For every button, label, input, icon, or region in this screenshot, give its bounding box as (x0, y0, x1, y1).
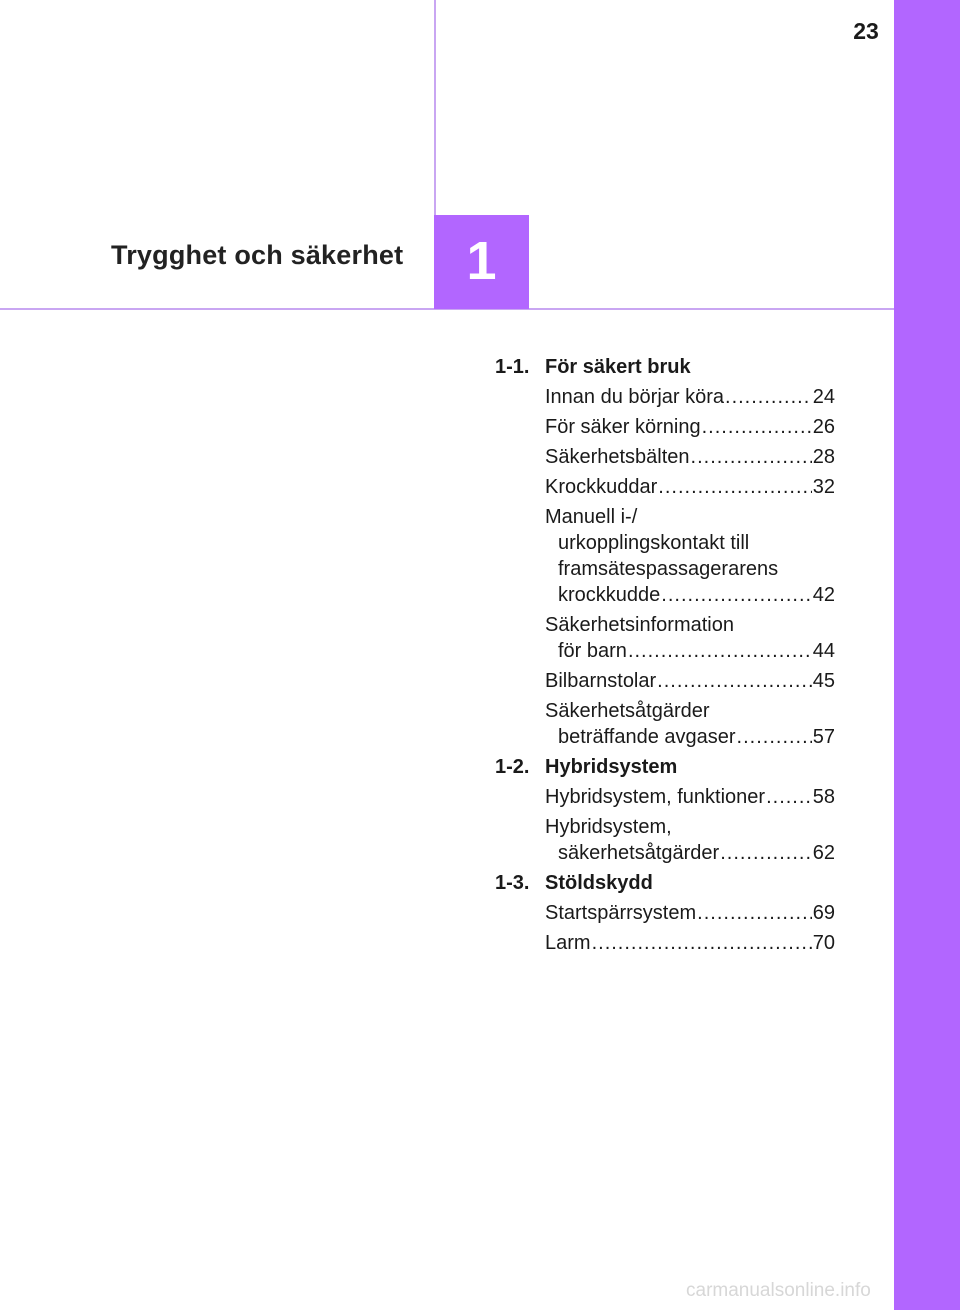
side-tab (894, 0, 960, 1310)
dot-leader (697, 900, 812, 926)
dot-leader (737, 724, 812, 750)
entry-page-number: 32 (812, 476, 835, 498)
entry-page-number: 26 (812, 416, 835, 438)
toc-section (495, 870, 835, 956)
entry-page-number: 24 (812, 386, 835, 408)
chapter-title: Trygghet och säkerhet (111, 240, 404, 270)
entry-row (545, 638, 835, 664)
entry-page-number: 42 (812, 584, 835, 606)
entry-row (545, 384, 835, 410)
dot-leader (766, 784, 812, 810)
watermark: carmanualsonline.info (686, 1280, 871, 1301)
entry-page-number: 44 (812, 640, 835, 662)
toc-section-heading (495, 354, 835, 380)
entry-row (545, 724, 835, 750)
entry-title: Säkerhetsbälten (545, 446, 690, 468)
dot-leader (691, 444, 812, 470)
entry-page-number: 57 (812, 726, 835, 748)
dot-leader (725, 384, 812, 410)
chapter-number: 1 (466, 231, 497, 291)
section-number: 1-2. (495, 756, 530, 778)
entry-title: beträffande avgaser (558, 726, 736, 748)
dot-leader (661, 582, 811, 608)
toc-entry[interactable] (545, 384, 835, 410)
entry-row (545, 840, 835, 866)
entry-page-number: 45 (812, 670, 835, 692)
entry-title: krockkudde (558, 584, 661, 606)
entry-title: Krockkuddar (545, 476, 658, 498)
entry-row (545, 582, 835, 608)
page-number: 23 (853, 18, 879, 44)
section-title: Hybridsystem (545, 756, 678, 778)
toc-entry[interactable] (545, 900, 835, 926)
entry-title: Larm (545, 932, 591, 954)
entry-page-number: 70 (812, 932, 835, 954)
entry-page-number: 69 (812, 902, 835, 924)
entry-page-number: 58 (812, 786, 835, 808)
dot-leader (702, 414, 812, 440)
entry-title: säkerhetsåtgärder (558, 842, 720, 864)
section-title: Stöldskydd (545, 872, 653, 894)
toc-section (495, 354, 835, 750)
section-number: 1-3. (495, 872, 530, 894)
entry-text-line: Manuell i-/ (545, 506, 638, 528)
dot-leader (657, 668, 812, 694)
entry-title: För säker körning (545, 416, 701, 438)
entry-page-number: 28 (812, 446, 835, 468)
dot-leader (628, 638, 812, 664)
table-of-contents (495, 354, 835, 960)
entry-row (545, 668, 835, 694)
toc-entry[interactable] (545, 814, 835, 866)
entry-page-number: 62 (812, 842, 835, 864)
vertical-rule (434, 0, 436, 215)
dot-leader (658, 474, 811, 500)
entry-row (545, 784, 835, 810)
toc-entry[interactable] (545, 474, 835, 500)
entry-title: för barn (558, 640, 627, 662)
section-number: 1-1. (495, 356, 530, 378)
dot-leader (592, 930, 812, 956)
entry-title: Startspärrsystem (545, 902, 697, 924)
toc-section (495, 754, 835, 866)
entry-row (545, 930, 835, 956)
toc-entry[interactable] (545, 698, 835, 750)
entry-title: Innan du börjar köra (545, 386, 725, 408)
toc-entry[interactable] (545, 414, 835, 440)
entry-text-line: framsätespassagerarens (558, 558, 779, 580)
dot-leader (720, 840, 812, 866)
toc-entry[interactable] (545, 668, 835, 694)
toc-entry[interactable] (545, 444, 835, 470)
entry-text-line: Säkerhetsinformation (545, 614, 734, 636)
entry-title: Bilbarnstolar (545, 670, 657, 692)
toc-section-heading (495, 870, 835, 896)
section-title: För säkert bruk (545, 356, 691, 378)
entry-row (545, 414, 835, 440)
chapter-number-box (434, 215, 529, 309)
toc-section-heading (495, 754, 835, 780)
entry-text-line: Säkerhetsåtgärder (545, 700, 710, 722)
entry-text-line: urkopplingskontakt till (558, 532, 750, 554)
entry-row (545, 474, 835, 500)
toc-entry[interactable] (545, 504, 835, 608)
entry-text-line: Hybridsystem, (545, 816, 672, 838)
entry-row (545, 444, 835, 470)
toc-entry[interactable] (545, 612, 835, 664)
entry-title: Hybridsystem, funktioner (545, 786, 766, 808)
toc-entry[interactable] (545, 930, 835, 956)
entry-row (545, 900, 835, 926)
toc-entry[interactable] (545, 784, 835, 810)
